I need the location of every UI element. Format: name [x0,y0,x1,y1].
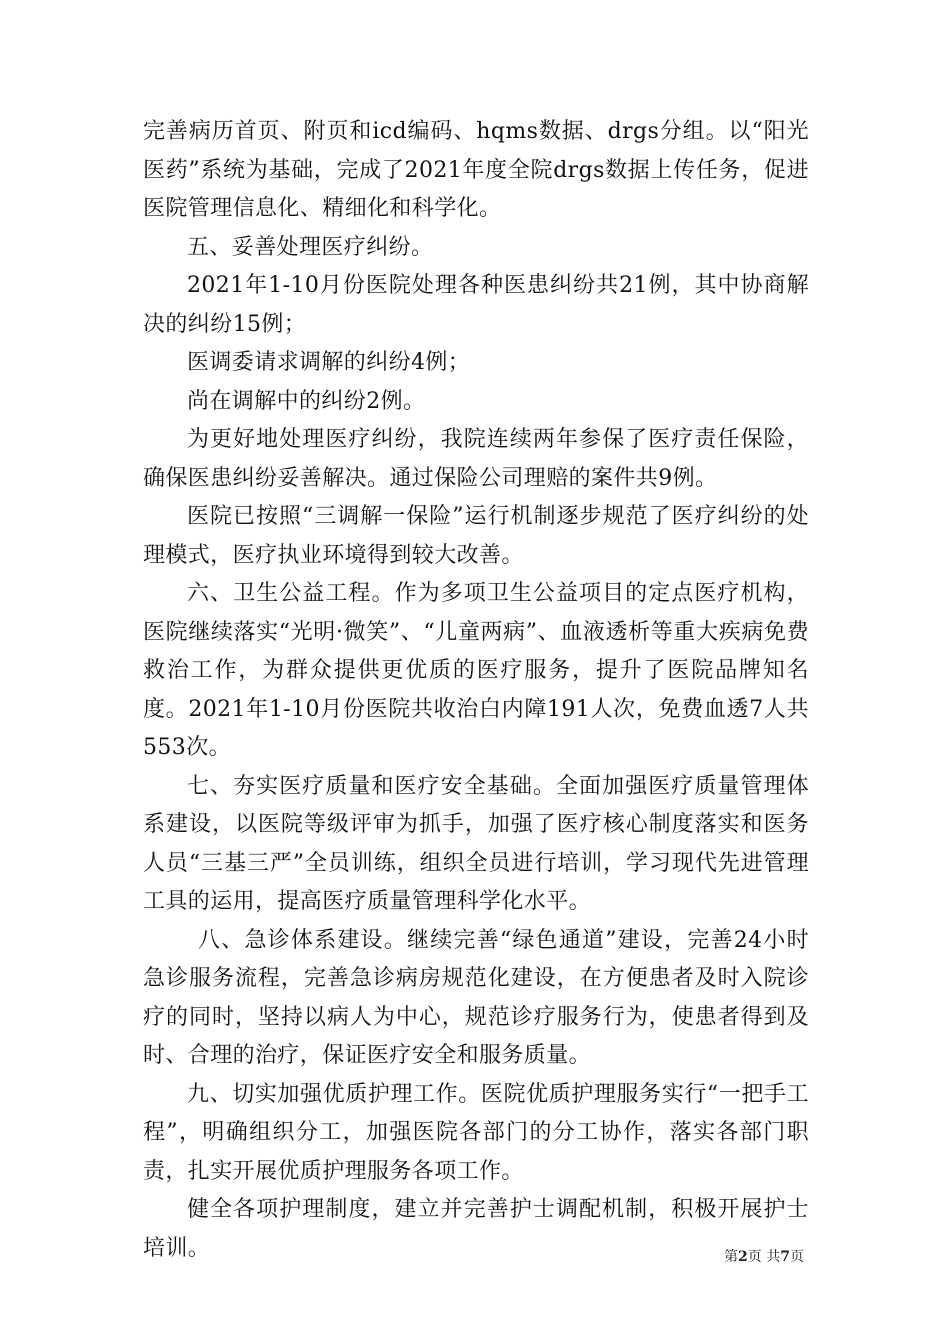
paragraph: 为更好地处理医疗纠纷，我院连续两年参保了医疗责任保险，确保医患纠纷妥善解决。通过保险公司理赔的案件共9例。 [143,427,809,491]
page-number [724,1246,804,1266]
page-number-prefix: 第 [724,1249,739,1265]
current-page: 2 [738,1249,748,1265]
paragraph: 八、急诊体系建设。继续完善“绿色通道”建设，完善24小时急诊服务流程，完善急诊病房规范化建设，在方便患者及时入院诊疗的同时，坚持以病人为中心，规范诊疗服务行为，使患者得到及时、合理的治疗，保证医疗安全和服务质量。 [143,927,809,1068]
section-heading: 五、妥善处理医疗纠纷。 [187,234,434,260]
paragraph: 九、切实加强优质护理工作。医院优质护理服务实行“一把手工程”，明确组织分工，加强医院各部门的分工协作，落实各部门职责，扎实开展优质护理服务各项工作。 [143,1081,809,1184]
total-pages: 7 [780,1249,790,1265]
paragraph: 七、夯实医疗质量和医疗安全基础。全面加强医疗质量管理体系建设，以医院等级评审为抓手，加强了医疗核心制度落实和医务人员“三基三严”全员训练，组织全员进行培训，学习现代先进管理工具的运用，提高医疗质量管理科学化水平。 [143,773,809,914]
paragraph: 六、卫生公益工程。作为多项卫生公益项目的定点医疗机构，医院继续落实“光明·微笑”、“儿童两病”、血液透析等重大疾病免费救治工作，为群众提供更优质的医疗服务，提升了医院品牌知名度。2021年1-10月份医院共收治白内障191人次，免费血透7人共553次。 [143,581,809,760]
paragraph: 完善病历首页、附页和icd编码、hqms数据、drgs分组。以“阳光医药”系统为基础，完成了2021年度全院drgs数据上传任务，促进医院管理信息化、精细化和科学化。 [143,119,809,221]
paragraph: 健全各项护理制度，建立并完善护士调配机制，积极开展护士培训。 [143,1197,809,1261]
paragraph: 医院已按照“三调解一保险”运行机制逐步规范了医疗纠纷的处理模式，医疗执业环境得到较大改善。 [143,504,809,568]
paragraph: 尚在调解中的纠纷2例。 [187,388,426,414]
page-number-middle: 页 共 [747,1249,781,1265]
document-body [143,113,809,1268]
paragraph: 2021年1-10月份医院处理各种医患纠纷共21例，其中协商解决的纠纷15例； [143,273,809,337]
page-number-suffix: 页 [790,1249,804,1265]
paragraph: 医调委请求调解的纠纷4例； [187,350,471,375]
